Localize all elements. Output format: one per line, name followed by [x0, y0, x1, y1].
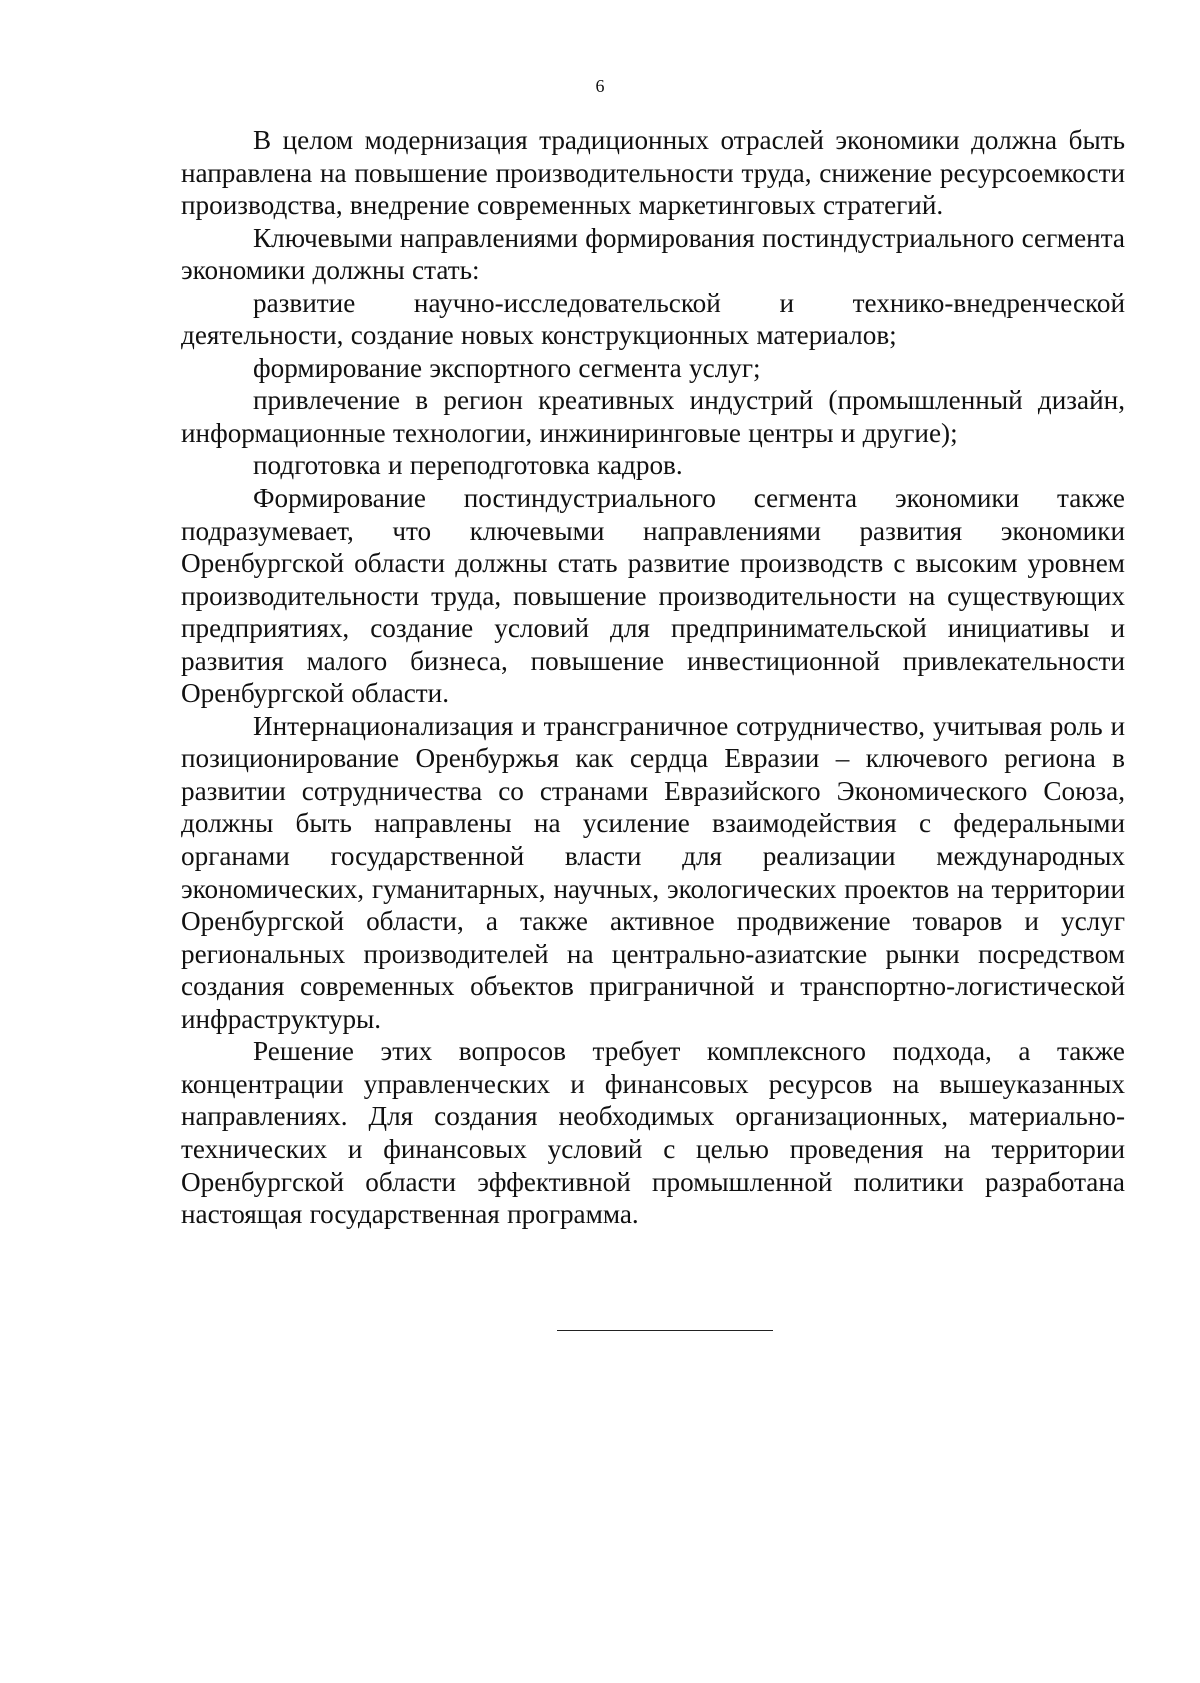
end-separator-line	[557, 1330, 773, 1331]
list-item-research: развитие научно-исследовательской и технико-внедренческой деятельности, создание новых конструкционных материалов;	[181, 287, 1125, 351]
list-item-personnel-training: подготовка и переподготовка кадров.	[253, 450, 683, 481]
page-number: 6	[595, 76, 605, 96]
paragraph-modernization: В целом модернизация традиционных отраслей экономики должна быть направлена на повышение производительности труда, снижение ресурсоемкости производства, внедрение современных маркетинговых стратегий.	[181, 125, 1125, 221]
paragraph-internationalization: Интернационализация и трансграничное сотрудничество, учитывая роль и позиционирование Оренбуржья как сердца Евразии – ключевого региона в развитии сотрудничества со странами Евразийского Экономического Союза, должны быть направлены на усиление взаимодействия с федеральными органами государственной власти для реализации международных экономических, гуманитарных, научных, экологических проектов на территории Оренбургской области, а также активное продвижение товаров и услуг региональных производителей на центрально-азиатские рынки посредством создания современных объектов приграничной и транспортно-логистической инфраструктуры.	[181, 710, 1125, 1034]
list-item-creative-industries: привлечение в регион креативных индустрий (промышленный дизайн, информационные технологии, инжиниринговые центры и другие);	[181, 385, 1125, 448]
paragraph-postindustrial-segment: Формирование постиндустриального сегмента экономики также подразумевает, что ключевыми направлениями развития экономики Оренбургской области должны стать развитие производств с высоким уровнем производительности труда, повышение производительности на существующих предприятиях, создание условий для предпринимательской инициативы и развития малого бизнеса, повышение инвестиционной привлекательности Оренбургской области.	[181, 483, 1125, 709]
paragraph-program-conclusion: Решение этих вопросов требует комплексного подхода, а также концентрации управленческих и финансовых ресурсов на вышеуказанных направлениях. Для создания необходимых организационных, материально-технических и финансовых условий с целью проведения на территории Оренбургской области эффективной промышленной политики разработана настоящая государственная программа.	[181, 1036, 1125, 1230]
body-text	[181, 124, 1125, 1231]
list-item-export-services: формирование экспортного сегмента услуг;	[253, 352, 761, 383]
paragraph-key-directions: Ключевыми направлениями формирования постиндустриального сегмента экономики должны стать:	[181, 222, 1125, 286]
